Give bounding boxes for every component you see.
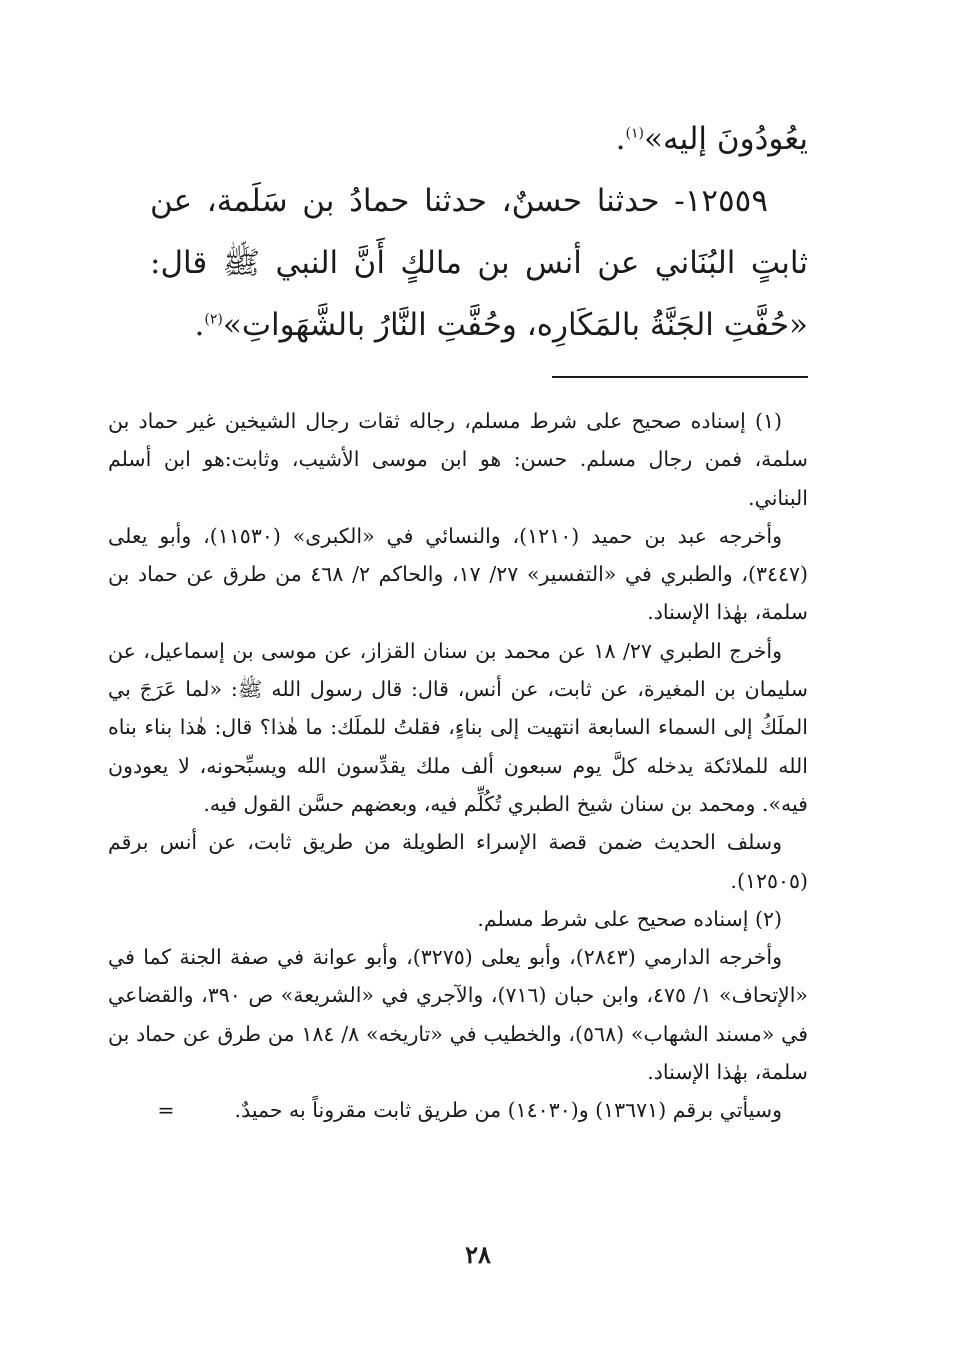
footnotes: [108, 402, 808, 1130]
continuation-line: يعُودُونَ إليه»$^{(١)}$.: [615, 121, 808, 157]
page-number: ٢٨: [465, 1240, 491, 1269]
hadith-12559: ١٢٥٥٩- حدثنا حسنٌ، حدثنا حمادُ بن سَلَمة، عن ثابتٍ البُنَاني عن أنس بن مالكٍ أَنَّ النبي ﷺ قال: «حُفَّتِ الجَنَّةُ بالمَكَارِه، وحُفَّتِ النَّارُ بالشَّهَواتِ»$^{(٢)}$.: [150, 183, 808, 343]
footnote-1-previous: وسلف الحديث ضمن قصة الإسراء الطويلة من طريق ثابت، عن أنس برقم (١٢٥٠٥).: [108, 830, 808, 893]
continuation-mark: =: [157, 1098, 175, 1123]
footnote-ref-1[interactable]: (١): [625, 125, 644, 142]
footnote-2: (٢) إسناده صحيح على شرط مسلم.: [477, 906, 782, 931]
footnote-1-tabari: وأخرج الطبري ٢٧/ ١٨ عن محمد بن سنان القزاز، عن موسى بن إسماعيل، عن سليمان بن المغيرة، عن ثابت، عن أنس، قال: قال رسول الله ﷺ: «لما عَرَجَ بي الملَكُ إلى السماء السابعة انتهيت إلى بناءٍ، فقلتُ للملَك: ما هٰذا؟ قال: هٰذا بناء بناه الله للملائكة يدخله كلَّ يوم سبعون ألف ملك يقدِّسون الله ويسبِّحونه، لا يعودون فيه». ومحمد بن سنان شيخ الطبري تُكُلِّم فيه، وبعضهم حسَّن القول فيه.: [108, 638, 808, 816]
footnote-ref-2[interactable]: (٢): [204, 311, 223, 328]
footnote-1: (١) إسناده صحيح على شرط مسلم، رجاله ثقات رجال الشيخين غير حماد بن سلمة، فمن رجال مسلم. حسن: هو ابن موسى الأشيب، وثابت:هو ابن أسلم البناني.: [108, 409, 808, 510]
main-text: [150, 108, 808, 356]
footnote-2-forthcoming: وسيأتي برقم (١٣٦٧١) و(١٤٠٣٠) من طريق ثابت مقروناً به حميدٌ.=: [108, 1091, 808, 1129]
footnote-separator: [552, 376, 808, 378]
footnote-1-sources: وأخرجه عبد بن حميد (١٢١٠)، والنسائي في «الكبرى» (١١٥٣٠)، وأبو يعلى (٣٤٤٧)، والطبري في «التفسير» ٢٧/ ١٧، والحاكم ٢/ ٤٦٨ من طرق عن حماد بن سلمة، بهٰذا الإسناد.: [108, 523, 808, 625]
footnote-2-sources: وأخرجه الدارمي (٢٨٤٣)، وأبو يعلى (٣٢٧٥)، وأبو عوانة في صفة الجنة كما في «الإتحاف» ١/ ٤٧٥، وابن حبان (٧١٦)، والآجري في «الشريعة» ص ٣٩٠، والقضاعي في «مسند الشهاب» (٥٦٨)، والخطيب في «تاريخه» ٨/ ١٨٤ من طرق عن حماد بن سلمة، بهٰذا الإسناد.: [108, 945, 808, 1085]
